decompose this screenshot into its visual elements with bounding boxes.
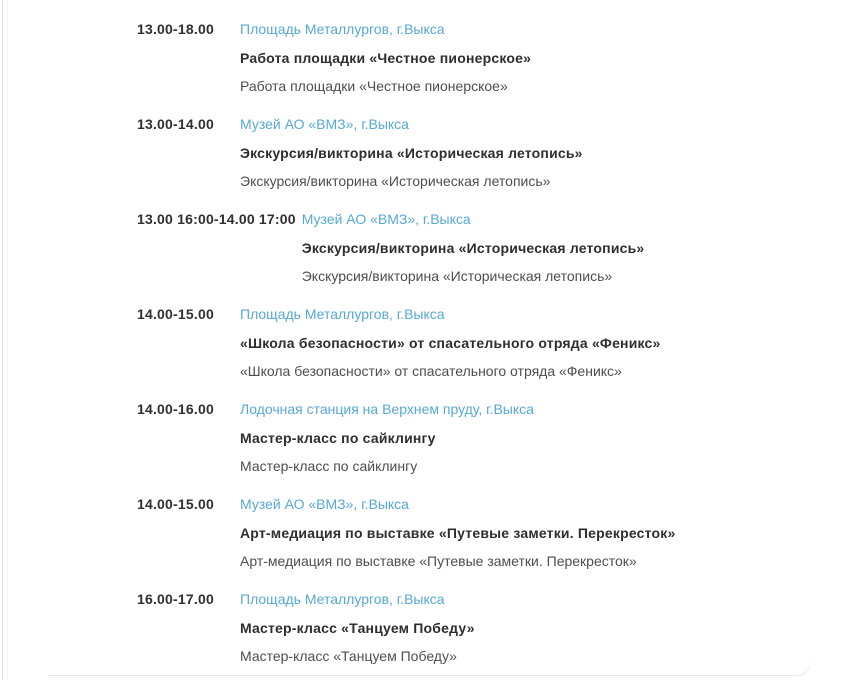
event-location-link[interactable]: Музей АО «ВМЗ», г.Выкса: [301, 211, 471, 227]
event-row: [137, 211, 827, 285]
event-row: [137, 116, 827, 190]
event-title: Мастер-класс по сайклингу: [240, 430, 436, 446]
event-description: Мастер-класс по сайклингу: [240, 458, 418, 474]
event-description: Мастер-класс «Танцуем Победу»: [240, 648, 457, 664]
event-row: [137, 401, 827, 475]
event-time: 14.00-15.00: [137, 496, 214, 512]
event-title: Работа площадки «Честное пионерское»: [240, 50, 532, 66]
event-time: 16.00-17.00: [137, 591, 214, 607]
event-time: 13.00-14.00: [137, 116, 214, 132]
event-title: Арт-медиация по выставке «Путевые заметки. Перекресток»: [240, 525, 676, 541]
event-time: 14.00-15.00: [137, 306, 214, 322]
event-location-link[interactable]: Площадь Металлургов, г.Выкса: [240, 306, 445, 322]
event-location-link[interactable]: Музей АО «ВМЗ», г.Выкса: [240, 116, 409, 132]
event-row: [137, 306, 827, 380]
event-row: [137, 21, 827, 95]
event-row: [137, 496, 827, 570]
event-time: 13.00 16:00-14.00 17:00: [137, 211, 296, 227]
event-title: Экскурсия/викторина «Историческая летопись»: [240, 145, 583, 161]
event-location-link[interactable]: Лодочная станция на Верхнем пруду, г.Выкса: [240, 401, 534, 417]
event-time: 13.00-18.00: [137, 21, 214, 37]
event-body: [240, 401, 827, 475]
event-location-link[interactable]: Музей АО «ВМЗ», г.Выкса: [240, 496, 409, 512]
event-description: Экскурсия/викторина «Историческая летопись»: [240, 173, 551, 189]
event-location-link[interactable]: Площадь Металлургов, г.Выкса: [240, 591, 445, 607]
event-time: 14.00-16.00: [137, 401, 214, 417]
event-title: Мастер-класс «Танцуем Победу»: [240, 620, 475, 636]
event-row: [137, 591, 827, 665]
event-body: [240, 21, 827, 95]
event-body: [302, 211, 827, 285]
event-description: Арт-медиация по выставке «Путевые заметки. Перекресток»: [240, 553, 637, 569]
bottom-section-divider: [48, 662, 811, 676]
event-body: [240, 306, 827, 380]
event-description: Экскурсия/викторина «Историческая летопись»: [301, 268, 613, 284]
event-body: [240, 591, 827, 665]
event-body: [240, 116, 827, 190]
event-body: [240, 496, 827, 570]
event-description: Работа площадки «Честное пионерское»: [240, 78, 508, 94]
event-title: «Школа безопасности» от спасательного отряда «Феникс»: [240, 335, 661, 351]
event-location-link[interactable]: Площадь Металлургов, г.Выкса: [240, 21, 445, 37]
event-title: Экскурсия/викторина «Историческая летопись»: [301, 240, 645, 256]
event-description: «Школа безопасности» от спасательного отряда «Феникс»: [240, 363, 622, 379]
